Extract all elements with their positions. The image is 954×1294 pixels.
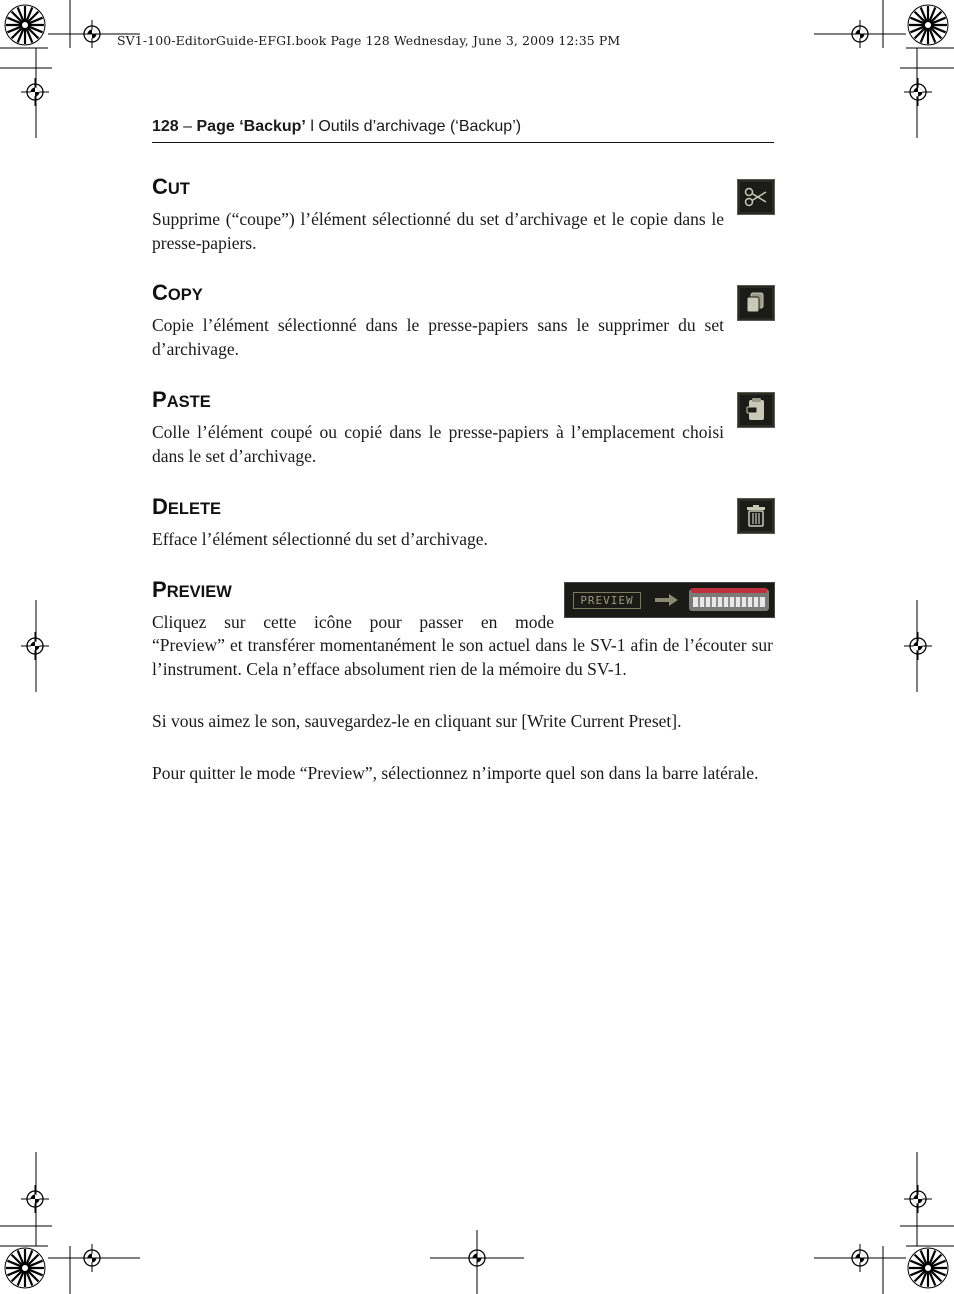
paste-button[interactable] [737, 392, 775, 428]
preview-heading: PREVIEW [152, 577, 232, 602]
copy-description: Copie l’élément sélectionné dans le presse-papiers sans le supprimer du set d’archivage. [152, 315, 724, 359]
preview-description: “Preview” et transférer momentanément le son actuel dans le SV-1 afin de l’écouter sur l’instrument. Cela n’efface absolument rien de la mémoire du SV-1. [152, 635, 773, 679]
print-slug: SV1-100-EditorGuide-EFGI.book Page 128 Wednesday, June 3, 2009 12:35 PM [117, 33, 621, 48]
header-dash: – [178, 118, 197, 135]
preview-save-note: Si vous aimez le son, sauvegardez-le en cliquant sur [Write Current Preset]. [152, 711, 682, 731]
arrow-keyboard-graphic [565, 583, 774, 617]
preview-exit-note: Pour quitter le mode “Preview”, sélectionnez n’importe quel son dans la barre latérale. [152, 763, 759, 783]
header-subtitle: Outils d’archivage (‘Backup’) [318, 118, 522, 135]
paste-heading: PASTE [152, 387, 211, 412]
delete-description: Efface l’élément sélectionné du set d’archivage. [152, 529, 488, 549]
preview-first-line: Cliquez sur cette icône pour passer en mode [152, 612, 554, 632]
preview-button[interactable]: PREVIEW [573, 592, 641, 609]
copy-button[interactable] [737, 285, 775, 321]
cut-heading: CUT [152, 174, 190, 199]
copy-icon [738, 286, 774, 320]
delete-heading: DELETE [152, 494, 222, 519]
page-number: 128 [152, 118, 179, 135]
preview-button-illustration [564, 582, 775, 618]
keyboard-icon [689, 588, 769, 611]
header-section: Page ‘Backup’ [196, 118, 306, 135]
copy-heading: COPY [152, 280, 203, 305]
cut-button[interactable] [737, 179, 775, 215]
scissors-icon [738, 180, 774, 214]
header-separator: l [305, 118, 319, 135]
running-header [152, 118, 774, 143]
cut-description: Supprime (“coupe”) l’élément sélectionné du set d’archivage et le copie dans le presse-papiers. [152, 209, 724, 253]
trash-icon [738, 499, 774, 533]
arrow-right-icon [655, 594, 678, 606]
paste-description: Colle l’élément coupé ou copié dans le presse-papiers à l’emplacement choisi dans le set d’archivage. [152, 422, 724, 466]
delete-button[interactable] [737, 498, 775, 534]
paste-icon [738, 393, 774, 427]
